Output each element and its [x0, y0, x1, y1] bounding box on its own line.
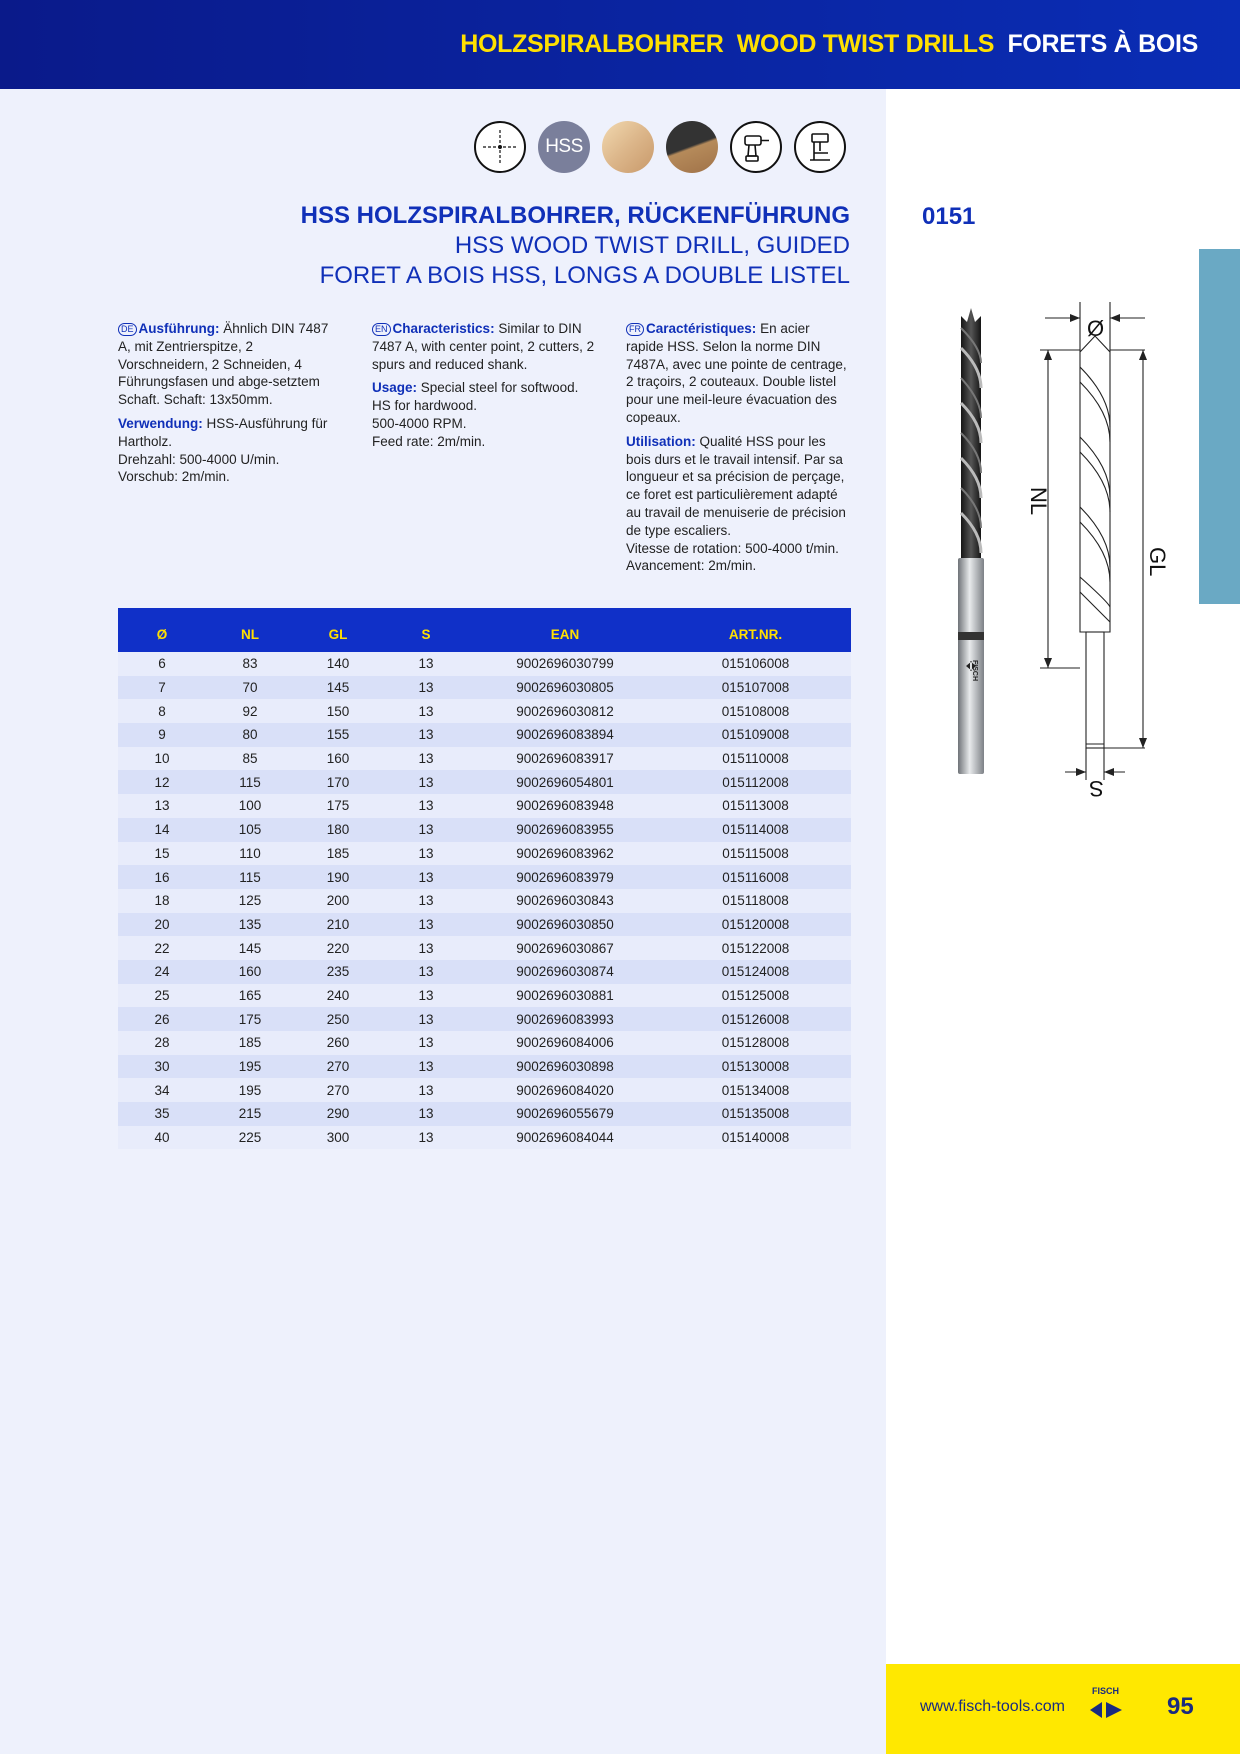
cell-artnr: 015128008	[660, 1031, 851, 1055]
footer-url[interactable]: www.fisch-tools.com	[920, 1698, 1065, 1715]
cell-artnr: 015125008	[660, 984, 851, 1008]
usage-text-en: Special steel for softwood.	[420, 380, 579, 396]
char-text-de: Ähnlich DIN 7487 A, mit Zentrierspitze, 2 Vorschneidern, 2 Schneiden, 4 Führungsfasen und abge-setztem Schaft. Schaft: 13x50mm.	[118, 321, 329, 408]
cell-diameter: 16	[118, 865, 206, 889]
dim-label-s: S	[1089, 776, 1104, 801]
cell-diameter: 18	[118, 889, 206, 913]
cell-s: 13	[382, 1031, 470, 1055]
cell-artnr: 015106008	[660, 652, 851, 676]
cell-gl: 220	[294, 936, 382, 960]
table-row	[118, 913, 851, 937]
cell-s: 13	[382, 960, 470, 984]
cell-diameter: 13	[118, 794, 206, 818]
drill-image	[948, 308, 994, 784]
cell-nl: 185	[206, 1031, 294, 1055]
cell-nl: 165	[206, 984, 294, 1008]
cell-s: 13	[382, 865, 470, 889]
char-label-en: Characteristics:	[392, 321, 495, 336]
cell-s: 13	[382, 936, 470, 960]
cell-nl: 195	[206, 1078, 294, 1102]
lang-badge-de: DE	[118, 323, 137, 336]
cell-diameter: 12	[118, 770, 206, 794]
cell-artnr: 015135008	[660, 1102, 851, 1126]
cell-diameter: 22	[118, 936, 206, 960]
cell-diameter: 14	[118, 818, 206, 842]
cell-gl: 270	[294, 1055, 382, 1079]
cell-artnr: 015110008	[660, 747, 851, 771]
cell-diameter: 9	[118, 723, 206, 747]
product-title-fr: FORET A BOIS HSS, LONGS A DOUBLE LISTEL	[319, 262, 850, 289]
cell-s: 13	[382, 1126, 470, 1150]
table-row	[118, 1031, 851, 1055]
cell-nl: 110	[206, 842, 294, 866]
table-row	[118, 699, 851, 723]
cell-ean: 9002696083917	[470, 747, 660, 771]
table-row	[118, 723, 851, 747]
cell-diameter: 34	[118, 1078, 206, 1102]
col-header-nl: NL	[206, 608, 294, 652]
cell-gl: 140	[294, 652, 382, 676]
cell-s: 13	[382, 652, 470, 676]
cell-ean: 9002696055679	[470, 1102, 660, 1126]
usage-line-de: Drehzahl: 500-4000 U/min.	[118, 451, 280, 467]
cell-s: 13	[382, 913, 470, 937]
char-text-fr: En acier rapide HSS. Selon la norme DIN 7487A, avec une pointe de centrage, 2 traçoirs, 2 couteaux. Double listel pour une meil-leure évacuation des copeaux.	[626, 321, 847, 425]
usage-line-fr: Vitesse de rotation: 500-4000 t/min.	[626, 540, 839, 556]
usage-line-fr: Avancement: 2m/min.	[626, 558, 757, 574]
cell-gl: 240	[294, 984, 382, 1008]
usage-text-de: HSS-Ausführung für Hartholz.	[118, 415, 328, 449]
table-row	[118, 889, 851, 913]
cell-ean: 9002696030898	[470, 1055, 660, 1079]
cell-gl: 150	[294, 699, 382, 723]
cell-s: 13	[382, 747, 470, 771]
table-body	[118, 652, 851, 1149]
cell-nl: 85	[206, 747, 294, 771]
char-label-de: Ausführung:	[138, 321, 220, 336]
cell-s: 13	[382, 1007, 470, 1031]
dim-label-diameter: Ø	[1087, 316, 1105, 341]
cell-ean: 9002696054801	[470, 770, 660, 794]
cell-ean: 9002696083962	[470, 842, 660, 866]
cell-diameter: 26	[118, 1007, 206, 1031]
usage-label-de: Verwendung:	[118, 415, 203, 431]
cell-s: 13	[382, 723, 470, 747]
char-label-fr: Caractéristiques:	[646, 321, 757, 336]
cell-nl: 175	[206, 1007, 294, 1031]
cell-artnr: 015130008	[660, 1055, 851, 1079]
cell-ean: 9002696083993	[470, 1007, 660, 1031]
cell-artnr: 015140008	[660, 1126, 851, 1150]
feature-icons	[474, 121, 846, 173]
cell-nl: 195	[206, 1055, 294, 1079]
cell-artnr: 015112008	[660, 770, 851, 794]
description-en	[372, 320, 596, 457]
cell-s: 13	[382, 1102, 470, 1126]
cell-nl: 145	[206, 936, 294, 960]
col-header-ean: EAN	[470, 608, 660, 652]
hss-icon	[538, 121, 590, 173]
cell-ean: 9002696083894	[470, 723, 660, 747]
cell-gl: 170	[294, 770, 382, 794]
dimension-drawing	[1040, 302, 1160, 802]
cell-diameter: 15	[118, 842, 206, 866]
cell-nl: 215	[206, 1102, 294, 1126]
cell-nl: 105	[206, 818, 294, 842]
cell-ean: 9002696084006	[470, 1031, 660, 1055]
cell-artnr: 015115008	[660, 842, 851, 866]
cell-gl: 270	[294, 1078, 382, 1102]
cell-artnr: 015114008	[660, 818, 851, 842]
cell-ean: 9002696083948	[470, 794, 660, 818]
col-header-artnr: ART.NR.	[660, 608, 851, 652]
cell-ean: 9002696083955	[470, 818, 660, 842]
usage-line-en: Feed rate: 2m/min.	[372, 433, 486, 449]
cell-diameter: 6	[118, 652, 206, 676]
char-text-en: Similar to DIN 7487 A, with center point, 2 cutters, 2 spurs and reduced shank.	[372, 321, 595, 372]
cell-artnr: 015126008	[660, 1007, 851, 1031]
cell-gl: 210	[294, 913, 382, 937]
product-title-en: HSS WOOD TWIST DRILL, GUIDED	[454, 232, 850, 259]
dim-label-nl: NL	[1026, 487, 1051, 516]
table-row	[118, 1102, 851, 1126]
cell-gl: 160	[294, 747, 382, 771]
crosshair-icon	[474, 121, 526, 173]
cell-s: 13	[382, 984, 470, 1008]
table-row	[118, 1055, 851, 1079]
cell-gl: 200	[294, 889, 382, 913]
usage-label-en: Usage:	[372, 380, 418, 396]
cell-ean: 9002696030812	[470, 699, 660, 723]
cell-nl: 100	[206, 794, 294, 818]
cell-nl: 225	[206, 1126, 294, 1150]
usage-line-en: HS for hardwood.	[372, 398, 478, 414]
description-de	[118, 320, 342, 492]
header-title-en: WOOD TWIST DRILLS	[736, 30, 995, 58]
cell-diameter: 10	[118, 747, 206, 771]
cell-ean: 9002696030874	[470, 960, 660, 984]
usage-line-de: Vorschub: 2m/min.	[118, 469, 230, 485]
header-title	[460, 30, 1198, 59]
table-row	[118, 1126, 851, 1150]
cell-gl: 300	[294, 1126, 382, 1150]
cell-ean: 9002696030799	[470, 652, 660, 676]
cell-ean: 9002696030843	[470, 889, 660, 913]
cell-gl: 250	[294, 1007, 382, 1031]
cell-nl: 160	[206, 960, 294, 984]
table-row	[118, 747, 851, 771]
cell-artnr: 015122008	[660, 936, 851, 960]
cell-diameter: 24	[118, 960, 206, 984]
cell-gl: 175	[294, 794, 382, 818]
cell-ean: 9002696030805	[470, 676, 660, 700]
col-header-diameter: Ø	[118, 608, 206, 652]
fisch-logo-icon	[1088, 1690, 1124, 1722]
cell-ean: 9002696084044	[470, 1126, 660, 1150]
cell-artnr: 015116008	[660, 865, 851, 889]
cell-artnr: 015107008	[660, 676, 851, 700]
cell-gl: 290	[294, 1102, 382, 1126]
cell-nl: 92	[206, 699, 294, 723]
cell-s: 13	[382, 770, 470, 794]
table-row	[118, 676, 851, 700]
cell-s: 13	[382, 676, 470, 700]
cell-ean: 9002696030881	[470, 984, 660, 1008]
header-title-de: HOLZSPIRALBOHRER	[460, 30, 724, 58]
cell-s: 13	[382, 699, 470, 723]
description-fr	[626, 320, 850, 581]
table-row	[118, 842, 851, 866]
cell-nl: 135	[206, 913, 294, 937]
cell-artnr: 015124008	[660, 960, 851, 984]
cell-s: 13	[382, 889, 470, 913]
lang-badge-fr: FR	[626, 323, 644, 336]
cell-ean: 9002696030867	[470, 936, 660, 960]
cell-artnr: 015134008	[660, 1078, 851, 1102]
cell-diameter: 40	[118, 1126, 206, 1150]
article-number: 0151	[922, 203, 976, 230]
product-titles	[301, 201, 850, 291]
table-row	[118, 770, 851, 794]
cell-ean: 9002696083979	[470, 865, 660, 889]
cell-artnr: 015120008	[660, 913, 851, 937]
cell-gl: 185	[294, 842, 382, 866]
cell-ean: 9002696030850	[470, 913, 660, 937]
cell-diameter: 35	[118, 1102, 206, 1126]
usage-label-fr: Utilisation:	[626, 433, 696, 449]
table-row	[118, 1007, 851, 1031]
side-tab	[1199, 249, 1240, 604]
logo-text: FISCH	[1092, 1686, 1119, 1696]
cell-diameter: 7	[118, 676, 206, 700]
cell-diameter: 28	[118, 1031, 206, 1055]
table-row	[118, 818, 851, 842]
dim-label-gl: GL	[1145, 547, 1170, 577]
drill-press-icon	[794, 121, 846, 173]
cell-nl: 80	[206, 723, 294, 747]
product-title-de: HSS HOLZSPIRALBOHRER, RÜCKENFÜHRUNG	[300, 202, 850, 229]
cell-nl: 125	[206, 889, 294, 913]
cell-artnr: 015113008	[660, 794, 851, 818]
col-header-gl: GL	[294, 608, 382, 652]
cell-diameter: 30	[118, 1055, 206, 1079]
cell-s: 13	[382, 842, 470, 866]
table-row	[118, 960, 851, 984]
cell-nl: 115	[206, 865, 294, 889]
cell-gl: 180	[294, 818, 382, 842]
cell-diameter: 20	[118, 913, 206, 937]
spec-table	[118, 608, 851, 1149]
cell-diameter: 25	[118, 984, 206, 1008]
table-row	[118, 1078, 851, 1102]
cell-gl: 145	[294, 676, 382, 700]
cell-s: 13	[382, 1078, 470, 1102]
cell-diameter: 8	[118, 699, 206, 723]
cell-gl: 260	[294, 1031, 382, 1055]
table-header-row	[118, 608, 851, 652]
header-title-fr: FORETS À BOIS	[1007, 30, 1198, 58]
cell-ean: 9002696084020	[470, 1078, 660, 1102]
cell-s: 13	[382, 818, 470, 842]
lang-badge-en: EN	[372, 323, 391, 336]
page-header	[0, 0, 1240, 89]
cell-artnr: 015109008	[660, 723, 851, 747]
cell-nl: 115	[206, 770, 294, 794]
drill-machine-icon	[730, 121, 782, 173]
table-row	[118, 652, 851, 676]
table-row	[118, 794, 851, 818]
table-row	[118, 936, 851, 960]
table-row	[118, 984, 851, 1008]
page-number: 95	[1167, 1693, 1194, 1720]
wood-icon	[602, 121, 654, 173]
cell-gl: 190	[294, 865, 382, 889]
table-row	[118, 865, 851, 889]
mdf-board-icon	[666, 121, 718, 173]
usage-line-en: 500-4000 RPM.	[372, 415, 467, 431]
cell-artnr: 015108008	[660, 699, 851, 723]
cell-gl: 155	[294, 723, 382, 747]
usage-text-fr: Qualité HSS pour les bois durs et le travail intensif. Par sa longueur et sa précision de perçage, ce foret est particulièrement adapté au travail de menuiserie de précision de type escaliers.	[626, 433, 846, 538]
cell-s: 13	[382, 794, 470, 818]
cell-gl: 235	[294, 960, 382, 984]
cell-nl: 70	[206, 676, 294, 700]
cell-nl: 83	[206, 652, 294, 676]
cell-s: 13	[382, 1055, 470, 1079]
hss-icon-label: HSS	[545, 136, 583, 157]
cell-artnr: 015118008	[660, 889, 851, 913]
shank-brand: FISCH	[971, 660, 978, 681]
col-header-s: S	[382, 608, 470, 652]
